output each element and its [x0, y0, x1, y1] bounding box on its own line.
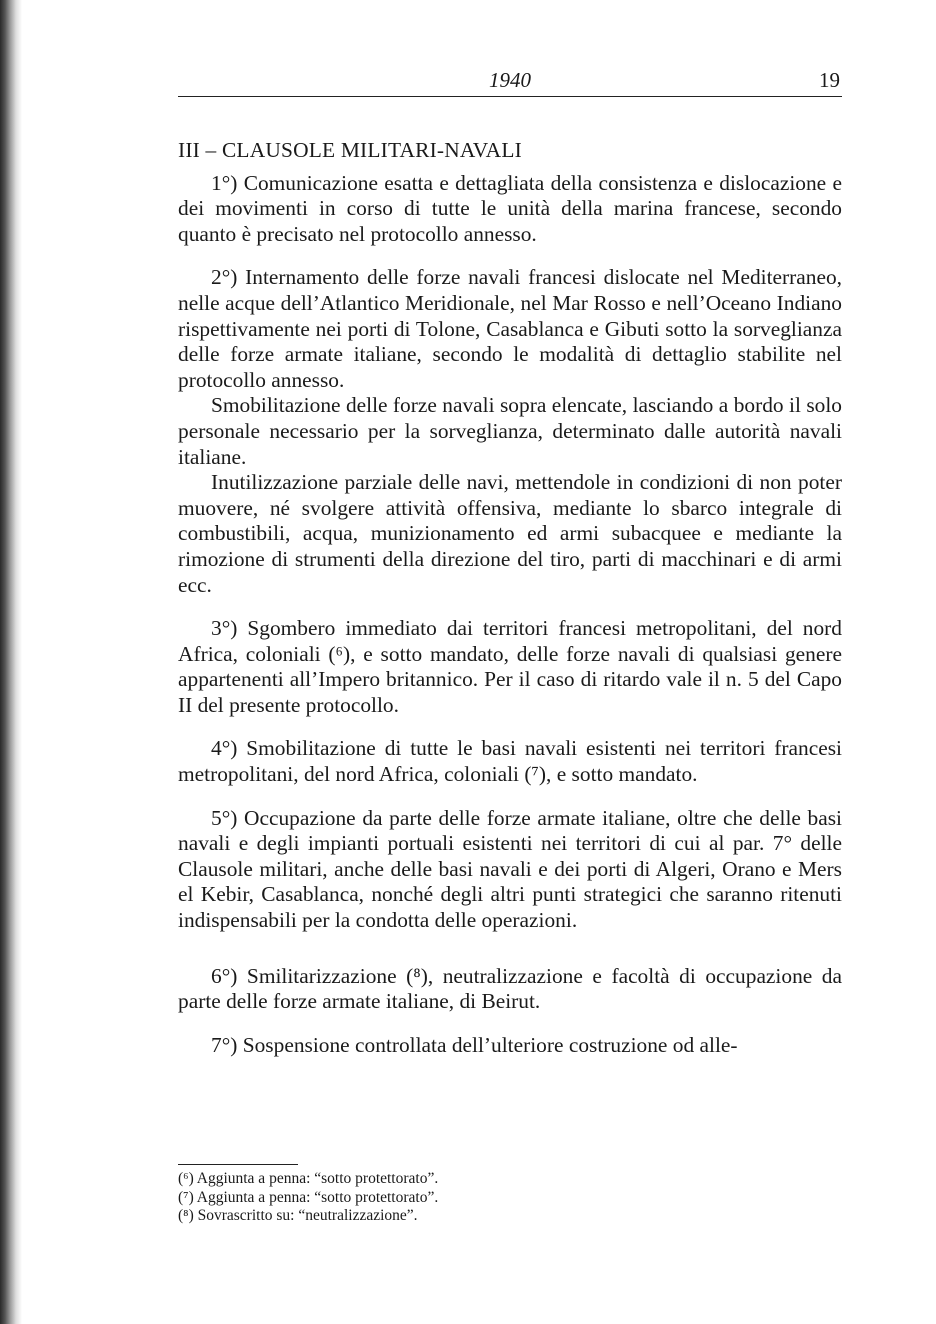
paragraph-2: 2°) Internamento delle forze navali francesi dislocate nel Mediterraneo, nelle acque dell’Atlantico Meridionale, nel Mar Rosso e nell’Oceano Indiano rispettivamente nei porti di Tolone, Casablanca e Gibuti sotto la sorveglianza delle forze armate italiane, secondo le modalità di dettaglio stabilite nel protocollo annesso.	[178, 265, 842, 392]
page-number: 19	[819, 68, 840, 92]
running-head-year: 1940	[489, 68, 531, 92]
section-title: III – CLAUSOLE MILITARI-NAVALI	[178, 138, 522, 162]
paragraph-2-inutilizzazione: Inutilizzazione parziale delle navi, mettendole in condizioni di non poter muovere, né svolgere attività offensiva, mediante lo sbarco integrale di combustibili, acqua, munizionamento ed armi subacquee e mediante la rimozione di strumenti della direzione del tiro, parti di macchinari e di armi ecc.	[178, 470, 842, 597]
paragraph-5: 5°) Occupazione da parte delle forze armate italiane, oltre che delle basi navali e degli impianti portuali esistenti nei territori di cui al par. 7° delle Clausole militari, anche delle basi navali e dei porti di Algeri, Orano e Mers el Kebir, Casablanca, nonché degli altri punti strategici che saranno ritenuti indispensabili per la condotta delle operazioni.	[178, 805, 842, 933]
paragraph-1: 1°) Comunicazione esatta e dettagliata della consistenza e dislocazione e dei movimenti in corso di tutte le unità della marina francese, secondo quanto è precisato nel protocollo annesso.	[178, 170, 842, 246]
paragraph-6: 6°) Smilitarizzazione (⁸), neutralizzazione e facoltà di occupazione da parte delle forze armate italiane, di Beirut.	[178, 963, 842, 1014]
book-binding-shadow	[0, 0, 22, 1324]
paragraph-3: 3°) Sgombero immediato dai territori francesi metropolitani, del nord Africa, coloniali (⁶), e sotto mandato, delle forze navali di qualsiasi genere appartenenti all’Impero britannico. Per il caso di ritardo vale il n. 5 del Capo II del presente protocollo.	[178, 616, 842, 717]
paragraph-2-smobilitazione: Smobilitazione delle forze navali sopra elencate, lasciando a bordo il solo personale necessario per la sorveglianza, determinato dalle autorità navali italiane.	[178, 393, 842, 469]
footnote-8: (⁸) Sovrascritto su: “neutralizzazione”.	[178, 1207, 418, 1224]
footnote-6: (⁶) Aggiunta a penna: “sotto protettorato”.	[178, 1170, 439, 1187]
footnote-7: (⁷) Aggiunta a penna: “sotto protettorato”.	[178, 1188, 439, 1206]
paragraph-4: 4°) Smobilitazione di tutte le basi navali esistenti nei territori francesi metropolitani, del nord Africa, coloniali (⁷), e sotto mandato.	[178, 736, 842, 787]
paragraph-7: 7°) Sospensione controllata dell’ulteriore costruzione od alle-	[211, 1032, 738, 1057]
page-body	[178, 138, 842, 1058]
footnote-divider	[178, 1164, 298, 1165]
footnotes	[178, 1170, 842, 1226]
page-header	[178, 66, 842, 97]
